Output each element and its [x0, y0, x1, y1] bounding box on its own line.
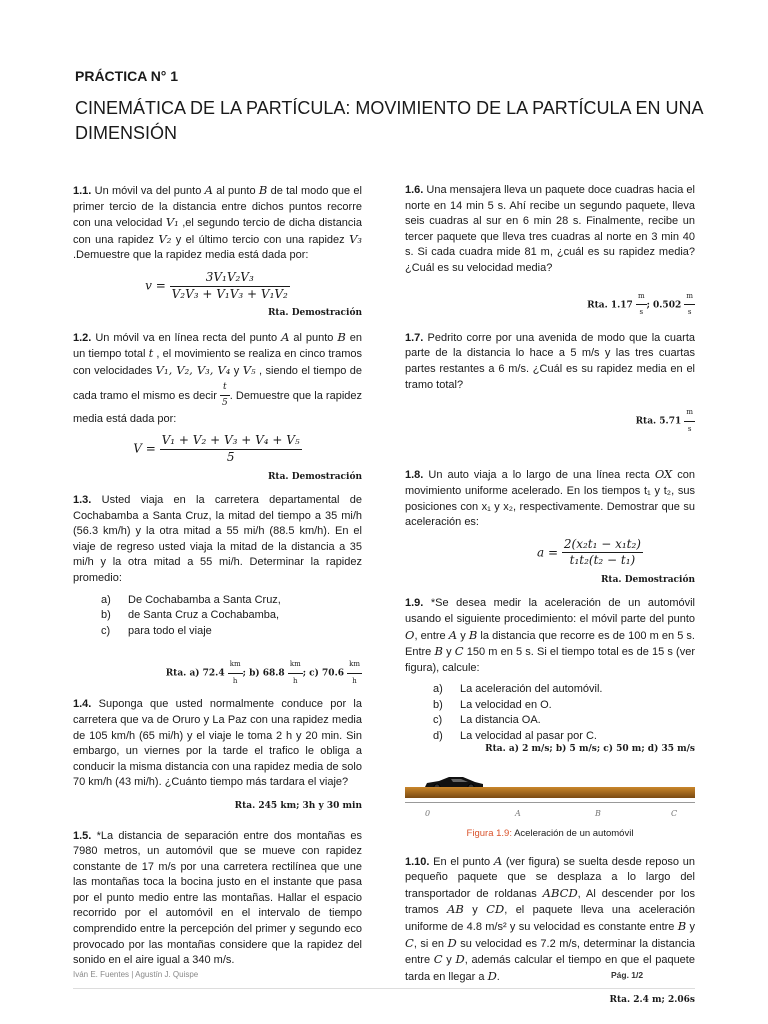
problem-text: de tal modo que el primer tercio de la distancia entre dichos puntos recorre con una velocidad: [73, 185, 362, 230]
footer-page-number: Pág. 1/2: [611, 970, 644, 980]
answer: Rta. a) 2 m/s; b) 5 m/s; c) 50 m; d) 35 m/s: [485, 744, 695, 755]
problem-text: y el último tercio con una rapidez: [171, 233, 350, 246]
equation: [485, 537, 695, 569]
problem-text: y: [686, 921, 695, 933]
problem-text: , el paquete lleva una aceleración uniforme de 4.8 m/s² y su velocidad es constante entre: [405, 904, 695, 933]
math-symbol: A: [204, 183, 213, 197]
problem-text: , siendo el tiempo de cada tramo el mismo es decir: [73, 364, 362, 402]
problem-text: .Demuestre que la rapidez media está dada por:: [73, 249, 309, 262]
problem-text: la distancia que recorre es de 100 m en 5 s. Entre: [405, 629, 695, 659]
problem-text: al punto: [289, 331, 338, 344]
option-item: a) De Cochabamba a Santa Cruz,: [101, 593, 281, 606]
problem-1-2: [73, 330, 362, 428]
track-line: [405, 802, 695, 803]
math-symbol: B: [468, 627, 478, 642]
math-symbol: C: [405, 935, 414, 950]
option-item: a) La aceleración del automóvil.: [433, 683, 603, 696]
problem-text: en un tiempo total: [73, 331, 363, 361]
equation: [73, 270, 362, 302]
numerator: 3V₁V₂V₃: [205, 269, 254, 284]
denominator: V₂V₃ + V₁V₃ + V₁V₂: [171, 286, 288, 301]
problem-number: 1.1.: [73, 185, 92, 197]
math-symbol: CD: [486, 902, 505, 917]
problem-1-1: [73, 183, 362, 264]
equation-lhs: v =: [145, 278, 166, 293]
right-column: [405, 183, 695, 1009]
problem-1-4: [73, 697, 362, 791]
denominator: 5: [160, 449, 302, 466]
options-list: [433, 682, 695, 744]
equation-lhs: V =: [133, 441, 156, 456]
left-column: [73, 183, 362, 969]
math-symbol: A: [448, 627, 458, 642]
problem-text: 150 m en 5 s. Si el tiempo total es de 15 s (ver figura), calcule:: [405, 646, 695, 674]
problem-text: , entre: [414, 629, 449, 642]
answer: Rta. Demostración: [267, 308, 362, 319]
problem-1-3: [73, 493, 362, 587]
math-symbol: C: [433, 952, 443, 967]
problem-number: 1.4.: [73, 698, 92, 711]
numerator: t: [223, 381, 227, 392]
fraction: [170, 270, 290, 302]
problem-1-5: [73, 829, 362, 969]
option-item: c) para todo el viaje: [101, 624, 212, 637]
problem-text: , el movimiento se realiza en cinco tramos con velocidades: [73, 348, 362, 377]
problem-text: *Se desea medir la aceleración de un automóvil usando el siguiente procedimiento: el móvil parte del punto: [405, 597, 695, 626]
numerator: V₁ + V₂ + V₃ + V₄ + V₅: [161, 433, 300, 448]
equation-lhs: a =: [537, 545, 559, 560]
fraction: [160, 433, 302, 465]
problem-text: Suponga que usted normalmente conduce por la carretera que va de Oruro y La Paz con una rapidez media de 105 km/h (65 mi/h) y el viaje le toma 2 h y 20 min. Sin embargo, un viernes por la tarde el trafico le obliga a conducir la misma distancia con una rapidez media de solo 70 km/h (43 mi/h). ¿Cuánto tiempo más tardara el viaje?: [73, 698, 362, 789]
answer: Rta. Demostración: [600, 574, 695, 585]
math-symbol: D: [447, 935, 457, 950]
footer-authors: Iván E. Fuentes | Agustín J. Quispe: [73, 970, 199, 979]
answer: Rta. 1.17 $\frac{m}{s}$ ; 0.502 $\frac{m}{s}$: [405, 289, 695, 321]
problem-text: y: [442, 954, 456, 967]
problem-text: su velocidad es 7.2 m/s, determinar la distancia entre: [405, 937, 696, 967]
problem-text: .: [496, 970, 500, 983]
problem-text: Un auto viaja a lo largo de una línea recta: [423, 469, 655, 482]
problem-1-8: [405, 467, 695, 530]
problem-text: , si en: [413, 937, 448, 950]
equation: [73, 433, 362, 465]
practice-number: PRÁCTICA N° 1: [75, 68, 179, 84]
problem-text: al punto: [212, 185, 259, 197]
math-symbol: A: [281, 329, 290, 344]
answer: Rta. Demostración: [267, 471, 362, 482]
problem-text: y: [457, 629, 469, 642]
problem-text: . Demuestre que la rapidez media está dada por:: [73, 389, 362, 425]
answer: Rta. 5.71 $\frac{m}{s}$: [405, 405, 695, 437]
problem-1-9: [405, 596, 695, 676]
figure-caption: Figura 1.9: Aceleración de un automóvil: [466, 828, 634, 840]
problem-1-10: [405, 854, 695, 986]
problem-number: 1.8.: [405, 469, 424, 482]
problem-text: ,el segundo tercio de dicha distancia con una rapidez: [73, 217, 362, 246]
problem-text: (ver figura) se suelta desde reposo un pequeño paquete que se desplaza a lo largo del transportador de roldanas: [405, 855, 695, 900]
problem-number: 1.7.: [405, 331, 424, 344]
point-label: A: [515, 809, 521, 819]
math-symbol: V₁: [165, 215, 179, 230]
math-symbol: B: [337, 329, 346, 344]
problem-text: con movimiento uniforme acelerado. En los tiempos t₁ y t₂, sus posiciones con x₁ y x₂, respectivamente. Demostrar que su aceleración es:: [405, 469, 695, 529]
numerator: 2(x₂t₁ − x₁t₂): [563, 536, 641, 551]
problem-text: , Al descender por los tramos: [405, 887, 695, 917]
option-item: b) La velocidad en O.: [433, 698, 552, 711]
answer: Rta. 2.4 m; 2.06s: [609, 995, 695, 1006]
option-item: b) de Santa Cruz a Cochabamba,: [101, 609, 280, 622]
math-symbol: t: [148, 346, 154, 361]
problem-text: Usted viaja en la carretera departamental de Cochabamba a Santa Cruz, la mitad del tiempo a 35 mi/h (56.3 km/h) y la otra mitad a 55 mi/h (88.5 km/h). En el viaje de regreso usted viaja la mitad de la distancia a 35 mi/h y la otra mitad a 55 mi/h. Determinar la rapidez promedio:: [73, 494, 362, 585]
option-item: d) La velocidad al pasar por C.: [433, 729, 597, 742]
problem-text: Un móvil va en línea recta del punto: [91, 331, 282, 344]
math-symbol: B: [677, 919, 687, 933]
math-symbol: B: [434, 644, 443, 659]
problem-text: , además calcular el tiempo en que el paquete tarda en llegar a: [405, 954, 695, 983]
problem-number: 1.3.: [73, 494, 92, 507]
problem-text: y: [442, 646, 455, 659]
problem-number: 1.9.: [405, 597, 424, 610]
problem-text: Un móvil va del punto: [91, 185, 205, 197]
footer-divider: [73, 988, 695, 989]
problem-text: y: [230, 364, 243, 377]
problem-text: *La distancia de separación entre dos montañas es 7980 metros, un automóvil que se mueve con rapidez constante de 17 m/s por una carretera rectilínea que une las montañas toca la bocina justo en el instante que pasa por el punto medio entre las montañas. Hallar el espacio recorrido por el automóvil en el intervalo de tiempo comprendido entre la percepción del primer y segundo eco provocado por las montañas considere que la rapidez del sonido en el aire igual a 340 m/s.: [73, 829, 362, 967]
figure-car-track: [405, 764, 695, 824]
point-label: C: [671, 809, 678, 819]
point-label: B: [595, 809, 601, 819]
math-symbol: B: [258, 183, 268, 197]
math-symbol: OX: [654, 467, 673, 482]
problem-1-7: [405, 331, 695, 393]
math-symbol: V₂: [158, 231, 172, 246]
answer: Rta. a) 72.4 $\frac{km}{h}$ ; b) 68.8 $\frac{km}{h}$ ; c) 70.6 $\frac{km}{h}$: [73, 657, 362, 689]
problem-number: 1.10.: [405, 855, 430, 868]
math-symbol: D: [487, 968, 497, 983]
document-title: CINEMÁTICA DE LA PARTÍCULA: MOVIMIENTO DE LA PARTÍCULA EN UNA DIMENSIÓN: [75, 98, 703, 143]
problem-text: Pedrito corre por una avenida de modo que la cuarta parte de la distancia lo hace a 5 m/s y las tres cuartas partes restantes a 6 m/s. ¿Cuál es su rapidez media en el tramo total?: [405, 331, 695, 391]
math-symbol: ABCD: [542, 885, 578, 900]
math-symbol: V₃: [349, 231, 362, 246]
options-list: [101, 593, 362, 640]
problem-text: En el punto: [429, 855, 494, 868]
math-symbol: C: [454, 644, 464, 659]
math-symbol: A: [493, 853, 503, 868]
denominator: 5: [220, 395, 230, 412]
problem-text: Una mensajera lleva un paquete doce cuadras hacia el norte en 14 min 5 s. Ahí recibe un segundo paquete, lleva seis cuadras al sur en 6 min 28 s. Finalmente, recibe un tercer paquete que lleva tres cuadras al norte en 3 min 40 s. Si cada cuadra mide 81 m, ¿cuál es su rapidez media? ¿Cuál es su velocidad media?: [405, 184, 695, 274]
denominator: t₁t₂(t₂ − t₁): [562, 552, 643, 569]
math-symbol: D: [455, 952, 465, 967]
problem-text: y: [463, 904, 487, 917]
option-item: c) La distancia OA.: [433, 714, 541, 727]
math-symbol: AB: [447, 902, 464, 917]
problem-1-6: [405, 183, 695, 277]
track-bar: [405, 787, 695, 798]
math-symbol: O: [405, 627, 415, 642]
problem-number: 1.5.: [73, 829, 92, 842]
math-symbol: V₅: [242, 362, 256, 377]
fraction: [220, 380, 230, 412]
problem-number: 1.6.: [405, 184, 424, 196]
math-symbol: V₁, V₂, V₃, V₄: [155, 362, 231, 377]
fraction: [562, 537, 643, 569]
point-label: 0: [425, 809, 431, 819]
answer: Rta. 245 km; 3h y 30 min: [234, 800, 362, 811]
problem-number: 1.2.: [73, 331, 92, 344]
